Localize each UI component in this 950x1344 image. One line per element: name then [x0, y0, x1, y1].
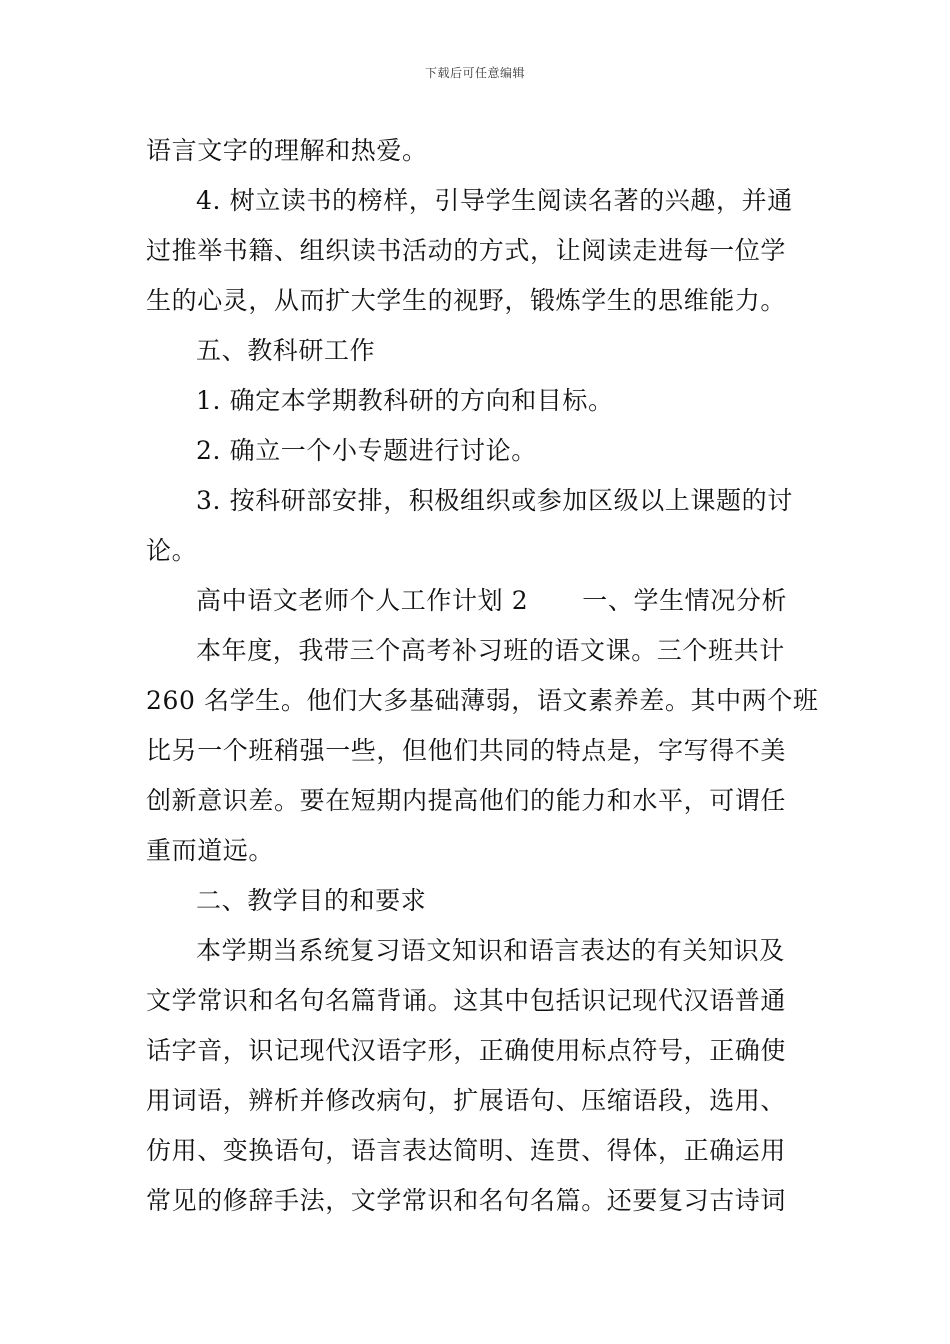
paragraph-line: 常见的修辞手法，文学常识和名句名篇。还要复习古诗词 — [146, 1186, 787, 1215]
paragraph-line: 论。 — [146, 536, 198, 565]
paragraph-line: 话字音，识记现代汉语字形，正确使用标点符号，正确使 — [146, 1036, 787, 1065]
paragraph-line: 文学常识和名句名篇背诵。这其中包括识记现代汉语普通 — [146, 986, 787, 1015]
section-heading: 二、教学目的和要求 — [196, 886, 427, 915]
paragraph-line: 本年度，我带三个高考补习班的语文课。三个班共计 — [196, 636, 785, 665]
section-heading: 五、教科研工作 — [196, 336, 376, 365]
paragraph-line: 4. 树立读书的榜样，引导学生阅读名著的兴趣，并通 — [196, 186, 793, 215]
paragraph-line: 1. 确定本学期教科研的方向和目标。 — [196, 386, 614, 415]
document-title: 高中语文老师个人工作计划 2 — [196, 586, 529, 615]
page-header: 下载后可任意编辑 — [424, 66, 525, 80]
paragraph-line: 语言文字的理解和热爱。 — [146, 136, 428, 165]
paragraph-line: 过推举书籍、组织读书活动的方式，让阅读走进每一位学 — [146, 236, 787, 265]
paragraph-line: 本学期当系统复习语文知识和语言表达的有关知识及 — [196, 936, 785, 965]
paragraph-line: 仿用、变换语句，语言表达简明、连贯、得体，正确运用 — [146, 1136, 787, 1165]
paragraph-line: 260 名学生。他们大多基础薄弱，语文素养差。其中两个班 — [146, 686, 819, 715]
section-heading: 一、学生情况分析 — [582, 586, 788, 615]
paragraph-line: 2. 确立一个小专题进行讨论。 — [196, 436, 537, 465]
document-body — [146, 126, 819, 1226]
document-title-line — [146, 576, 808, 626]
paragraph-line: 重而道远。 — [146, 836, 275, 865]
paragraph-line: 创新意识差。要在短期内提高他们的能力和水平，可谓任 — [146, 786, 787, 815]
paragraph-line: 3. 按科研部安排，积极组织或参加区级以上课题的讨 — [196, 486, 793, 515]
paragraph-line: 用词语，辨析并修改病句，扩展语句、压缩语段，选用、 — [146, 1086, 787, 1115]
paragraph-line: 比另一个班稍强一些，但他们共同的特点是，字写得不美 — [146, 736, 787, 765]
paragraph-line: 生的心灵，从而扩大学生的视野，锻炼学生的思维能力。 — [146, 286, 787, 315]
